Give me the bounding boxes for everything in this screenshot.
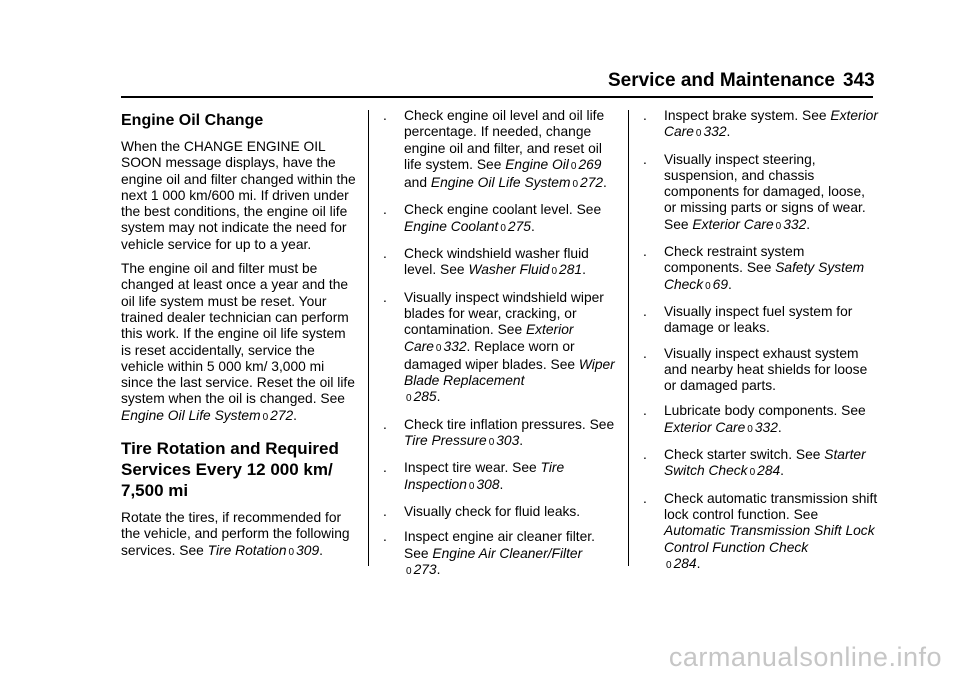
text: Visually inspect windshield wiper blades for wear, cracking, or contamination. See xyxy=(404,289,604,338)
bullet-icon: . xyxy=(383,529,387,545)
column-2 xyxy=(383,108,619,589)
period: . xyxy=(728,276,732,292)
list-item xyxy=(383,504,619,520)
cross-reference-link[interactable]: Tire Rotation xyxy=(207,542,287,558)
cross-reference-link[interactable]: Engine Oil xyxy=(505,156,569,172)
bullet-icon: . xyxy=(383,416,387,432)
text: Check automatic transmission shift lock control function. See xyxy=(664,490,878,522)
period: . xyxy=(582,262,586,278)
page-ref[interactable]: 285 xyxy=(413,389,437,405)
page-ref[interactable]: 272 xyxy=(270,407,294,423)
text: Visually inspect exhaust system and nearby heat shields for loose or damaged parts. xyxy=(664,345,868,394)
list-item xyxy=(383,290,619,408)
page-ref-icon: 0 xyxy=(572,179,579,191)
period: . xyxy=(777,419,782,435)
page-ref-icon: 0 xyxy=(570,160,577,172)
bullet-icon: . xyxy=(643,403,647,419)
list-item xyxy=(643,108,879,143)
bullet-icon: . xyxy=(383,289,387,305)
cross-reference-link[interactable]: Exterior Care xyxy=(404,322,574,354)
page-ref[interactable]: 284 xyxy=(757,463,781,479)
text: Inspect tire wear. See xyxy=(404,460,541,476)
cross-reference-link[interactable]: Automatic Transmission Shift Lock Control Function Check xyxy=(664,523,875,555)
period: . xyxy=(530,218,535,234)
text: Lubricate body components. See xyxy=(664,403,866,419)
list-item xyxy=(643,491,879,574)
period: . xyxy=(436,561,441,577)
bullet-icon: . xyxy=(643,303,647,319)
text: Rotate the tires, if recommended for the vehicle, and perform the following services. See xyxy=(121,510,350,558)
watermark: carmanualsonline.info xyxy=(668,642,942,672)
list-item xyxy=(383,417,619,452)
text: . Replace worn or damaged wiper blades. See xyxy=(404,338,579,372)
cross-reference-link[interactable]: Tire Inspection xyxy=(404,460,565,492)
column-3 xyxy=(643,108,879,583)
bullet-icon: . xyxy=(643,108,647,123)
period: . xyxy=(806,216,811,232)
cross-reference-link[interactable]: Engine Air Cleaner/Filter xyxy=(432,545,583,561)
text: Check restraint system components. See xyxy=(664,244,805,276)
paragraph xyxy=(121,261,357,426)
page-ref[interactable]: 273 xyxy=(413,561,437,577)
text: Check windshield washer fluid level. See xyxy=(404,246,589,278)
list-item xyxy=(643,152,879,235)
text: Check engine coolant level. See xyxy=(404,202,602,218)
column-divider-1 xyxy=(368,110,369,566)
list-item xyxy=(643,447,879,482)
list-item xyxy=(383,108,619,193)
period: . xyxy=(319,542,323,558)
page-ref-icon: 0 xyxy=(435,342,442,354)
list-item xyxy=(383,460,619,495)
page-ref[interactable]: 332 xyxy=(754,419,778,435)
page-ref[interactable]: 281 xyxy=(559,262,583,278)
list-item xyxy=(643,403,879,438)
period: . xyxy=(696,555,701,571)
bullet-icon: . xyxy=(643,490,647,506)
bullet-icon: . xyxy=(383,503,387,519)
page-ref-icon: 0 xyxy=(551,266,558,278)
bullet-icon: . xyxy=(643,244,647,260)
text: Inspect brake system. See xyxy=(664,108,831,123)
period: . xyxy=(293,407,298,423)
bullet-icon: . xyxy=(643,447,647,463)
cross-reference-link[interactable]: Exterior Care xyxy=(664,108,878,140)
text: Visually check for fluid leaks. xyxy=(404,503,581,519)
cross-reference-link[interactable]: Safety System Check xyxy=(664,260,865,292)
period: . xyxy=(780,463,785,479)
cross-reference-link[interactable]: Exterior Care xyxy=(692,216,774,232)
cross-reference-link[interactable]: Washer Fluid xyxy=(468,262,550,278)
list-item xyxy=(643,244,879,295)
page-ref[interactable]: 308 xyxy=(476,476,500,492)
page-ref[interactable]: 275 xyxy=(507,218,531,234)
paragraph xyxy=(121,510,357,561)
page-ref-icon: 0 xyxy=(488,437,495,449)
text: Visually inspect fuel system for damage or leaks. xyxy=(664,303,853,336)
list-item xyxy=(383,529,619,580)
text: The engine oil and filter must be changed at least once a year and the oil life system must be reset. Your trained dealer technician can perform this work. If the engine oil life system is reset accidentally, service the vehicle within 5 000 km/ 3,000 mi since the last service. Reset the oil life system when the oil is changed. See xyxy=(121,261,355,407)
page-ref[interactable]: 284 xyxy=(673,555,697,571)
page-ref-icon: 0 xyxy=(500,222,506,234)
page-ref-icon: 0 xyxy=(747,423,753,435)
bullet-icon: . xyxy=(643,151,647,167)
cross-reference-link[interactable]: Tire Pressure xyxy=(404,433,487,449)
page-ref[interactable]: 303 xyxy=(496,433,520,449)
bullet-icon: . xyxy=(643,345,647,361)
column-divider-2 xyxy=(628,110,629,566)
period: . xyxy=(436,389,441,405)
page-ref-icon: 0 xyxy=(288,546,295,558)
page-ref[interactable]: 269 xyxy=(578,156,602,172)
list-item xyxy=(643,304,879,337)
page-ref-icon: 0 xyxy=(262,411,269,423)
cross-reference-link[interactable]: Engine Coolant xyxy=(404,218,499,234)
heading-engine-oil-change: Engine Oil Change xyxy=(121,112,264,129)
period: . xyxy=(499,476,504,492)
bullet-icon: . xyxy=(383,246,387,262)
paragraph: When the CHANGE ENGINE OIL SOON message displays, have the engine oil and filter changed within the next 1 000 km/600 mi. If driven under the best conditions, the engine oil life system may not indicate the need for vehicle service for up to a year. xyxy=(121,139,356,252)
text: and xyxy=(404,175,428,191)
list-item xyxy=(643,346,879,395)
header-rule xyxy=(121,96,873,98)
cross-reference-link[interactable]: Exterior Care xyxy=(664,419,746,435)
page-ref[interactable]: 69 xyxy=(712,276,729,292)
text: Check engine oil level and oil life percentage. If needed, change engine oil and filter, and reset oil life system. See xyxy=(404,108,605,172)
list-item xyxy=(383,246,619,281)
cross-reference-link[interactable]: Wiper Blade Replacement xyxy=(404,356,615,389)
page-ref-icon: 0 xyxy=(666,559,672,571)
heading-tire-rotation: Tire Rotation and Required Services Every 12 000 km/ 7,500 mi xyxy=(121,439,339,501)
header-title: Service and Maintenance xyxy=(607,70,835,91)
page-ref-icon: 0 xyxy=(406,565,412,577)
page-ref-icon: 0 xyxy=(695,128,702,140)
period: . xyxy=(603,175,607,191)
column-1 xyxy=(121,108,357,569)
period: . xyxy=(726,124,731,140)
text: Visually inspect steering, suspension, and chassis components for damaged, loose, or missing parts or signs of wear. See xyxy=(664,151,866,232)
page-ref[interactable]: 332 xyxy=(703,124,727,140)
page-ref-icon: 0 xyxy=(705,280,711,292)
page-ref-icon: 0 xyxy=(468,480,475,492)
cross-reference-link[interactable]: Starter Switch Check xyxy=(664,447,866,479)
bullet-icon: . xyxy=(383,202,387,218)
cross-reference-link[interactable]: Engine Oil Life System xyxy=(121,407,261,423)
page-ref-icon: 0 xyxy=(749,467,756,479)
cross-reference-link[interactable]: Engine Oil Life System xyxy=(430,175,571,191)
bullet-icon: . xyxy=(383,108,387,123)
page-ref[interactable]: 332 xyxy=(443,338,467,354)
list-item xyxy=(383,202,619,237)
text: Check tire inflation pressures. See xyxy=(404,416,615,432)
page-ref[interactable]: 332 xyxy=(783,216,807,232)
text: Inspect engine air cleaner filter. See xyxy=(404,529,595,561)
period: . xyxy=(519,433,524,449)
bullet-icon: . xyxy=(383,460,387,476)
page-ref-icon: 0 xyxy=(775,220,782,232)
page-ref[interactable]: 309 xyxy=(296,542,320,558)
text: Check starter switch. See xyxy=(664,447,825,463)
page-number: 343 xyxy=(843,70,875,91)
page-ref[interactable]: 272 xyxy=(580,175,604,191)
page-ref-icon: 0 xyxy=(406,393,412,405)
